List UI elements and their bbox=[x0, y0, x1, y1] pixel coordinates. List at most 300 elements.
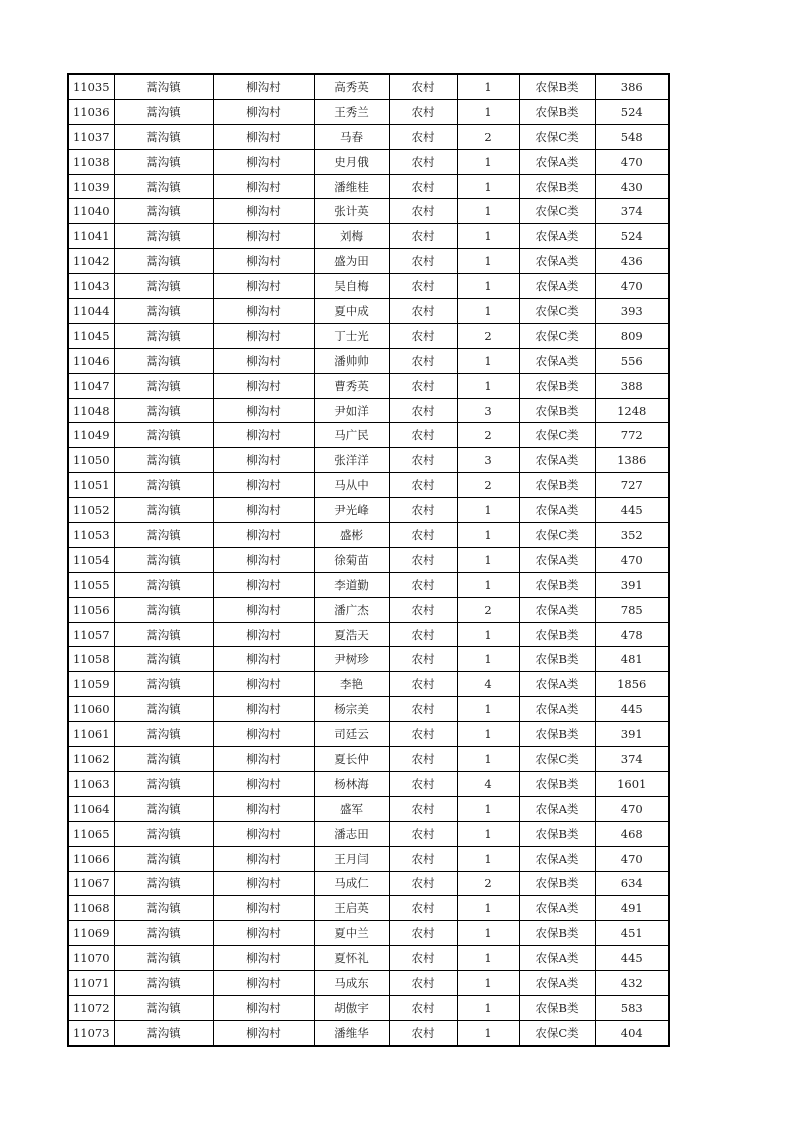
table-row bbox=[68, 896, 669, 921]
category-cell: 农保A类 bbox=[519, 597, 595, 622]
village-cell: 柳沟村 bbox=[213, 149, 314, 174]
id-cell: 11052 bbox=[68, 498, 114, 523]
name-cell: 王秀兰 bbox=[314, 99, 389, 124]
amount-cell: 524 bbox=[595, 99, 669, 124]
count-cell: 4 bbox=[457, 672, 519, 697]
town-cell: 蒿沟镇 bbox=[114, 796, 213, 821]
town-cell: 蒿沟镇 bbox=[114, 224, 213, 249]
category-cell: 农保B类 bbox=[519, 74, 595, 99]
table-row bbox=[68, 647, 669, 672]
amount-cell: 470 bbox=[595, 149, 669, 174]
village-cell: 柳沟村 bbox=[213, 348, 314, 373]
type-cell: 农村 bbox=[389, 871, 457, 896]
id-cell: 11062 bbox=[68, 747, 114, 772]
type-cell: 农村 bbox=[389, 722, 457, 747]
type-cell: 农村 bbox=[389, 1020, 457, 1045]
town-cell: 蒿沟镇 bbox=[114, 398, 213, 423]
count-cell: 2 bbox=[457, 871, 519, 896]
name-cell: 张计英 bbox=[314, 199, 389, 224]
id-cell: 11064 bbox=[68, 796, 114, 821]
amount-cell: 468 bbox=[595, 821, 669, 846]
table-row bbox=[68, 622, 669, 647]
id-cell: 11070 bbox=[68, 946, 114, 971]
count-cell: 1 bbox=[457, 647, 519, 672]
amount-cell: 809 bbox=[595, 323, 669, 348]
id-cell: 11040 bbox=[68, 199, 114, 224]
amount-cell: 430 bbox=[595, 174, 669, 199]
category-cell: 农保A类 bbox=[519, 448, 595, 473]
category-cell: 农保B类 bbox=[519, 871, 595, 896]
table-row bbox=[68, 224, 669, 249]
category-cell: 农保B类 bbox=[519, 398, 595, 423]
type-cell: 农村 bbox=[389, 547, 457, 572]
type-cell: 农村 bbox=[389, 821, 457, 846]
village-cell: 柳沟村 bbox=[213, 498, 314, 523]
id-cell: 11045 bbox=[68, 323, 114, 348]
id-cell: 11039 bbox=[68, 174, 114, 199]
category-cell: 农保A类 bbox=[519, 348, 595, 373]
name-cell: 曹秀英 bbox=[314, 373, 389, 398]
town-cell: 蒿沟镇 bbox=[114, 547, 213, 572]
category-cell: 农保C类 bbox=[519, 423, 595, 448]
table-row bbox=[68, 299, 669, 324]
benefit-table bbox=[67, 73, 670, 1047]
town-cell: 蒿沟镇 bbox=[114, 747, 213, 772]
id-cell: 11037 bbox=[68, 124, 114, 149]
table-row bbox=[68, 498, 669, 523]
id-cell: 11067 bbox=[68, 871, 114, 896]
town-cell: 蒿沟镇 bbox=[114, 597, 213, 622]
name-cell: 李艳 bbox=[314, 672, 389, 697]
id-cell: 11048 bbox=[68, 398, 114, 423]
id-cell: 11068 bbox=[68, 896, 114, 921]
town-cell: 蒿沟镇 bbox=[114, 1020, 213, 1045]
town-cell: 蒿沟镇 bbox=[114, 647, 213, 672]
table-row bbox=[68, 597, 669, 622]
amount-cell: 1601 bbox=[595, 771, 669, 796]
category-cell: 农保B类 bbox=[519, 647, 595, 672]
id-cell: 11053 bbox=[68, 523, 114, 548]
name-cell: 潘维桂 bbox=[314, 174, 389, 199]
name-cell: 盛为田 bbox=[314, 249, 389, 274]
village-cell: 柳沟村 bbox=[213, 398, 314, 423]
amount-cell: 388 bbox=[595, 373, 669, 398]
category-cell: 农保A类 bbox=[519, 946, 595, 971]
town-cell: 蒿沟镇 bbox=[114, 995, 213, 1020]
amount-cell: 491 bbox=[595, 896, 669, 921]
count-cell: 1 bbox=[457, 697, 519, 722]
table-row bbox=[68, 697, 669, 722]
village-cell: 柳沟村 bbox=[213, 971, 314, 996]
count-cell: 1 bbox=[457, 796, 519, 821]
town-cell: 蒿沟镇 bbox=[114, 498, 213, 523]
id-cell: 11041 bbox=[68, 224, 114, 249]
id-cell: 11049 bbox=[68, 423, 114, 448]
amount-cell: 374 bbox=[595, 747, 669, 772]
amount-cell: 772 bbox=[595, 423, 669, 448]
amount-cell: 436 bbox=[595, 249, 669, 274]
id-cell: 11057 bbox=[68, 622, 114, 647]
type-cell: 农村 bbox=[389, 124, 457, 149]
category-cell: 农保A类 bbox=[519, 896, 595, 921]
id-cell: 11046 bbox=[68, 348, 114, 373]
name-cell: 刘梅 bbox=[314, 224, 389, 249]
category-cell: 农保B类 bbox=[519, 995, 595, 1020]
amount-cell: 404 bbox=[595, 1020, 669, 1045]
category-cell: 农保B类 bbox=[519, 473, 595, 498]
category-cell: 农保A类 bbox=[519, 796, 595, 821]
id-cell: 11072 bbox=[68, 995, 114, 1020]
id-cell: 11050 bbox=[68, 448, 114, 473]
count-cell: 1 bbox=[457, 547, 519, 572]
village-cell: 柳沟村 bbox=[213, 473, 314, 498]
count-cell: 1 bbox=[457, 1020, 519, 1045]
type-cell: 农村 bbox=[389, 523, 457, 548]
name-cell: 杨宗美 bbox=[314, 697, 389, 722]
town-cell: 蒿沟镇 bbox=[114, 299, 213, 324]
category-cell: 农保A类 bbox=[519, 672, 595, 697]
table-row bbox=[68, 74, 669, 99]
type-cell: 农村 bbox=[389, 771, 457, 796]
amount-cell: 481 bbox=[595, 647, 669, 672]
town-cell: 蒿沟镇 bbox=[114, 124, 213, 149]
table-row bbox=[68, 323, 669, 348]
type-cell: 农村 bbox=[389, 323, 457, 348]
count-cell: 1 bbox=[457, 946, 519, 971]
category-cell: 农保C类 bbox=[519, 747, 595, 772]
count-cell: 1 bbox=[457, 299, 519, 324]
type-cell: 农村 bbox=[389, 174, 457, 199]
village-cell: 柳沟村 bbox=[213, 423, 314, 448]
category-cell: 农保B类 bbox=[519, 722, 595, 747]
name-cell: 尹光峰 bbox=[314, 498, 389, 523]
count-cell: 1 bbox=[457, 498, 519, 523]
name-cell: 马广民 bbox=[314, 423, 389, 448]
village-cell: 柳沟村 bbox=[213, 647, 314, 672]
type-cell: 农村 bbox=[389, 697, 457, 722]
amount-cell: 391 bbox=[595, 722, 669, 747]
village-cell: 柳沟村 bbox=[213, 249, 314, 274]
village-cell: 柳沟村 bbox=[213, 124, 314, 149]
category-cell: 农保B类 bbox=[519, 373, 595, 398]
id-cell: 11058 bbox=[68, 647, 114, 672]
count-cell: 1 bbox=[457, 224, 519, 249]
table-row bbox=[68, 572, 669, 597]
amount-cell: 451 bbox=[595, 921, 669, 946]
village-cell: 柳沟村 bbox=[213, 572, 314, 597]
amount-cell: 470 bbox=[595, 274, 669, 299]
amount-cell: 470 bbox=[595, 846, 669, 871]
village-cell: 柳沟村 bbox=[213, 821, 314, 846]
id-cell: 11059 bbox=[68, 672, 114, 697]
type-cell: 农村 bbox=[389, 622, 457, 647]
village-cell: 柳沟村 bbox=[213, 995, 314, 1020]
type-cell: 农村 bbox=[389, 846, 457, 871]
village-cell: 柳沟村 bbox=[213, 224, 314, 249]
village-cell: 柳沟村 bbox=[213, 274, 314, 299]
amount-cell: 478 bbox=[595, 622, 669, 647]
village-cell: 柳沟村 bbox=[213, 896, 314, 921]
count-cell: 2 bbox=[457, 124, 519, 149]
village-cell: 柳沟村 bbox=[213, 697, 314, 722]
name-cell: 丁士光 bbox=[314, 323, 389, 348]
village-cell: 柳沟村 bbox=[213, 597, 314, 622]
table-row bbox=[68, 547, 669, 572]
id-cell: 11056 bbox=[68, 597, 114, 622]
count-cell: 1 bbox=[457, 523, 519, 548]
town-cell: 蒿沟镇 bbox=[114, 846, 213, 871]
town-cell: 蒿沟镇 bbox=[114, 572, 213, 597]
type-cell: 农村 bbox=[389, 348, 457, 373]
village-cell: 柳沟村 bbox=[213, 174, 314, 199]
village-cell: 柳沟村 bbox=[213, 747, 314, 772]
table-row bbox=[68, 199, 669, 224]
name-cell: 尹如洋 bbox=[314, 398, 389, 423]
village-cell: 柳沟村 bbox=[213, 199, 314, 224]
name-cell: 盛彬 bbox=[314, 523, 389, 548]
type-cell: 农村 bbox=[389, 74, 457, 99]
type-cell: 农村 bbox=[389, 149, 457, 174]
table-row bbox=[68, 398, 669, 423]
category-cell: 农保B类 bbox=[519, 99, 595, 124]
count-cell: 2 bbox=[457, 597, 519, 622]
count-cell: 3 bbox=[457, 448, 519, 473]
town-cell: 蒿沟镇 bbox=[114, 771, 213, 796]
category-cell: 农保C类 bbox=[519, 523, 595, 548]
category-cell: 农保B类 bbox=[519, 174, 595, 199]
count-cell: 1 bbox=[457, 896, 519, 921]
type-cell: 农村 bbox=[389, 199, 457, 224]
amount-cell: 445 bbox=[595, 946, 669, 971]
table-body bbox=[68, 74, 669, 1046]
name-cell: 李道勤 bbox=[314, 572, 389, 597]
table-row bbox=[68, 473, 669, 498]
town-cell: 蒿沟镇 bbox=[114, 149, 213, 174]
id-cell: 11061 bbox=[68, 722, 114, 747]
name-cell: 马成东 bbox=[314, 971, 389, 996]
table-row bbox=[68, 1020, 669, 1045]
id-cell: 11060 bbox=[68, 697, 114, 722]
count-cell: 1 bbox=[457, 149, 519, 174]
town-cell: 蒿沟镇 bbox=[114, 274, 213, 299]
village-cell: 柳沟村 bbox=[213, 523, 314, 548]
count-cell: 1 bbox=[457, 747, 519, 772]
town-cell: 蒿沟镇 bbox=[114, 672, 213, 697]
type-cell: 农村 bbox=[389, 373, 457, 398]
count-cell: 1 bbox=[457, 722, 519, 747]
table-row bbox=[68, 771, 669, 796]
category-cell: 农保B类 bbox=[519, 572, 595, 597]
count-cell: 2 bbox=[457, 323, 519, 348]
type-cell: 农村 bbox=[389, 921, 457, 946]
id-cell: 11036 bbox=[68, 99, 114, 124]
amount-cell: 1386 bbox=[595, 448, 669, 473]
type-cell: 农村 bbox=[389, 299, 457, 324]
name-cell: 潘志田 bbox=[314, 821, 389, 846]
count-cell: 1 bbox=[457, 971, 519, 996]
town-cell: 蒿沟镇 bbox=[114, 622, 213, 647]
amount-cell: 583 bbox=[595, 995, 669, 1020]
amount-cell: 432 bbox=[595, 971, 669, 996]
type-cell: 农村 bbox=[389, 224, 457, 249]
name-cell: 夏怀礼 bbox=[314, 946, 389, 971]
table-row bbox=[68, 274, 669, 299]
table-row bbox=[68, 871, 669, 896]
table-row bbox=[68, 174, 669, 199]
town-cell: 蒿沟镇 bbox=[114, 921, 213, 946]
count-cell: 1 bbox=[457, 74, 519, 99]
type-cell: 农村 bbox=[389, 597, 457, 622]
category-cell: 农保A类 bbox=[519, 274, 595, 299]
category-cell: 农保C类 bbox=[519, 124, 595, 149]
village-cell: 柳沟村 bbox=[213, 946, 314, 971]
type-cell: 农村 bbox=[389, 672, 457, 697]
category-cell: 农保C类 bbox=[519, 299, 595, 324]
name-cell: 夏浩天 bbox=[314, 622, 389, 647]
count-cell: 2 bbox=[457, 473, 519, 498]
town-cell: 蒿沟镇 bbox=[114, 946, 213, 971]
table-row bbox=[68, 448, 669, 473]
village-cell: 柳沟村 bbox=[213, 846, 314, 871]
id-cell: 11042 bbox=[68, 249, 114, 274]
name-cell: 夏中兰 bbox=[314, 921, 389, 946]
amount-cell: 393 bbox=[595, 299, 669, 324]
count-cell: 1 bbox=[457, 348, 519, 373]
amount-cell: 470 bbox=[595, 547, 669, 572]
town-cell: 蒿沟镇 bbox=[114, 821, 213, 846]
town-cell: 蒿沟镇 bbox=[114, 473, 213, 498]
town-cell: 蒿沟镇 bbox=[114, 323, 213, 348]
village-cell: 柳沟村 bbox=[213, 921, 314, 946]
table-row bbox=[68, 846, 669, 871]
id-cell: 11073 bbox=[68, 1020, 114, 1045]
table-row bbox=[68, 149, 669, 174]
count-cell: 1 bbox=[457, 249, 519, 274]
count-cell: 1 bbox=[457, 274, 519, 299]
town-cell: 蒿沟镇 bbox=[114, 523, 213, 548]
category-cell: 农保A类 bbox=[519, 971, 595, 996]
category-cell: 农保A类 bbox=[519, 846, 595, 871]
town-cell: 蒿沟镇 bbox=[114, 697, 213, 722]
table-row bbox=[68, 249, 669, 274]
name-cell: 尹树珍 bbox=[314, 647, 389, 672]
town-cell: 蒿沟镇 bbox=[114, 971, 213, 996]
table-row bbox=[68, 348, 669, 373]
table-row bbox=[68, 672, 669, 697]
name-cell: 盛军 bbox=[314, 796, 389, 821]
name-cell: 胡傲宇 bbox=[314, 995, 389, 1020]
table-row bbox=[68, 821, 669, 846]
table-row bbox=[68, 946, 669, 971]
village-cell: 柳沟村 bbox=[213, 99, 314, 124]
amount-cell: 524 bbox=[595, 224, 669, 249]
village-cell: 柳沟村 bbox=[213, 722, 314, 747]
type-cell: 农村 bbox=[389, 423, 457, 448]
name-cell: 司廷云 bbox=[314, 722, 389, 747]
category-cell: 农保A类 bbox=[519, 249, 595, 274]
town-cell: 蒿沟镇 bbox=[114, 423, 213, 448]
name-cell: 吴自梅 bbox=[314, 274, 389, 299]
amount-cell: 1248 bbox=[595, 398, 669, 423]
amount-cell: 445 bbox=[595, 498, 669, 523]
village-cell: 柳沟村 bbox=[213, 622, 314, 647]
category-cell: 农保A类 bbox=[519, 498, 595, 523]
name-cell: 夏长仲 bbox=[314, 747, 389, 772]
name-cell: 马春 bbox=[314, 124, 389, 149]
count-cell: 1 bbox=[457, 821, 519, 846]
type-cell: 农村 bbox=[389, 896, 457, 921]
type-cell: 农村 bbox=[389, 747, 457, 772]
type-cell: 农村 bbox=[389, 946, 457, 971]
type-cell: 农村 bbox=[389, 498, 457, 523]
category-cell: 农保A类 bbox=[519, 224, 595, 249]
name-cell: 马成仁 bbox=[314, 871, 389, 896]
village-cell: 柳沟村 bbox=[213, 771, 314, 796]
category-cell: 农保B类 bbox=[519, 821, 595, 846]
count-cell: 1 bbox=[457, 622, 519, 647]
village-cell: 柳沟村 bbox=[213, 74, 314, 99]
amount-cell: 391 bbox=[595, 572, 669, 597]
count-cell: 1 bbox=[457, 373, 519, 398]
table-row bbox=[68, 796, 669, 821]
id-cell: 11066 bbox=[68, 846, 114, 871]
table-row bbox=[68, 971, 669, 996]
name-cell: 马从中 bbox=[314, 473, 389, 498]
table-row bbox=[68, 747, 669, 772]
count-cell: 3 bbox=[457, 398, 519, 423]
amount-cell: 634 bbox=[595, 871, 669, 896]
amount-cell: 1856 bbox=[595, 672, 669, 697]
name-cell: 王启英 bbox=[314, 896, 389, 921]
amount-cell: 556 bbox=[595, 348, 669, 373]
id-cell: 11071 bbox=[68, 971, 114, 996]
name-cell: 徐菊苗 bbox=[314, 547, 389, 572]
amount-cell: 445 bbox=[595, 697, 669, 722]
id-cell: 11038 bbox=[68, 149, 114, 174]
category-cell: 农保A类 bbox=[519, 547, 595, 572]
name-cell: 潘维华 bbox=[314, 1020, 389, 1045]
town-cell: 蒿沟镇 bbox=[114, 249, 213, 274]
town-cell: 蒿沟镇 bbox=[114, 722, 213, 747]
category-cell: 农保B类 bbox=[519, 921, 595, 946]
count-cell: 4 bbox=[457, 771, 519, 796]
count-cell: 1 bbox=[457, 572, 519, 597]
name-cell: 史月俄 bbox=[314, 149, 389, 174]
type-cell: 农村 bbox=[389, 647, 457, 672]
amount-cell: 374 bbox=[595, 199, 669, 224]
amount-cell: 727 bbox=[595, 473, 669, 498]
category-cell: 农保A类 bbox=[519, 149, 595, 174]
category-cell: 农保C类 bbox=[519, 323, 595, 348]
table-row bbox=[68, 523, 669, 548]
village-cell: 柳沟村 bbox=[213, 796, 314, 821]
town-cell: 蒿沟镇 bbox=[114, 74, 213, 99]
name-cell: 高秀英 bbox=[314, 74, 389, 99]
type-cell: 农村 bbox=[389, 971, 457, 996]
category-cell: 农保C类 bbox=[519, 199, 595, 224]
category-cell: 农保C类 bbox=[519, 1020, 595, 1045]
town-cell: 蒿沟镇 bbox=[114, 871, 213, 896]
table-row bbox=[68, 99, 669, 124]
village-cell: 柳沟村 bbox=[213, 547, 314, 572]
town-cell: 蒿沟镇 bbox=[114, 99, 213, 124]
amount-cell: 548 bbox=[595, 124, 669, 149]
amount-cell: 352 bbox=[595, 523, 669, 548]
category-cell: 农保B类 bbox=[519, 771, 595, 796]
type-cell: 农村 bbox=[389, 99, 457, 124]
town-cell: 蒿沟镇 bbox=[114, 448, 213, 473]
table-row bbox=[68, 995, 669, 1020]
